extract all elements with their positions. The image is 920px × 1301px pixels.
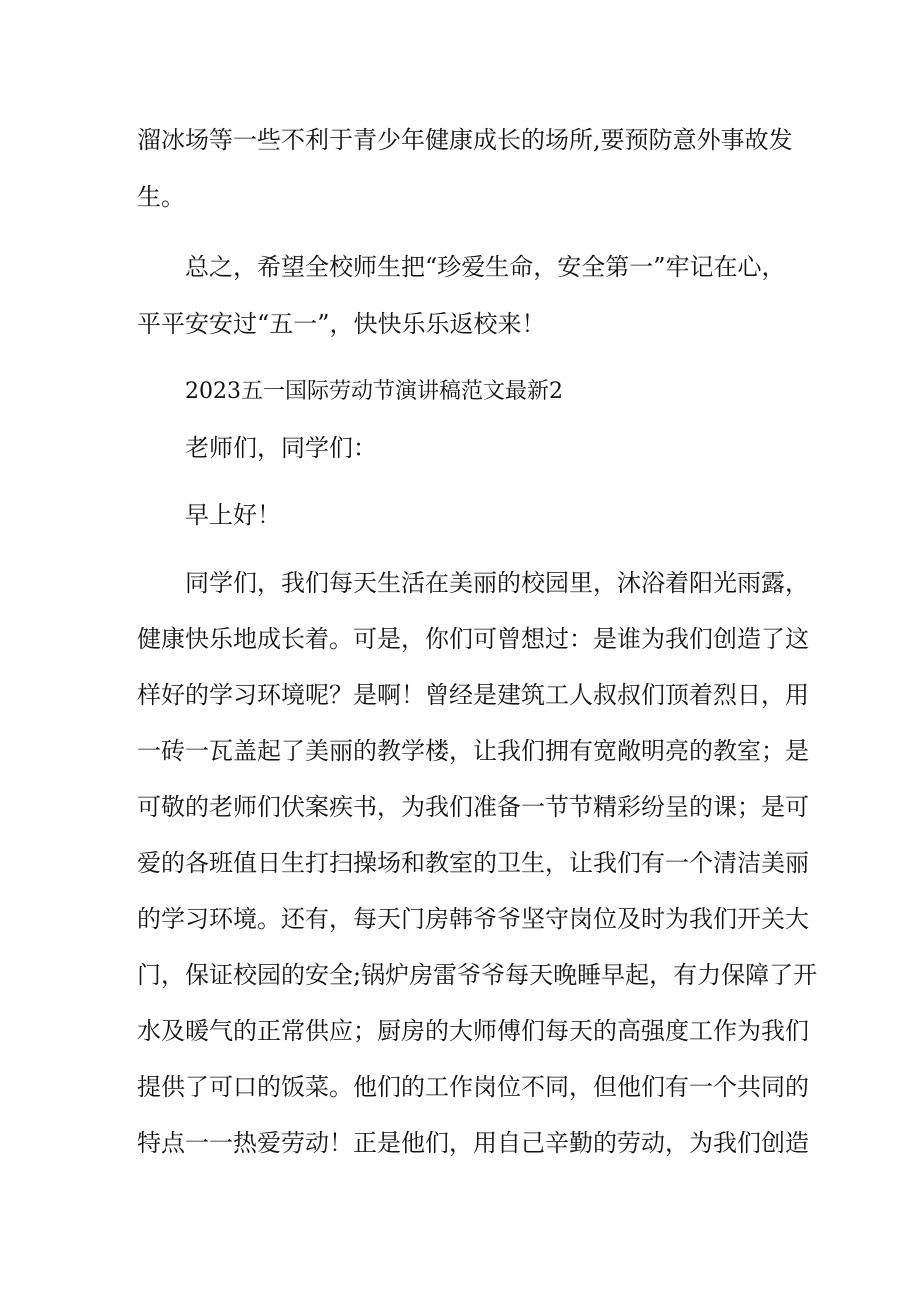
section-title: 2023五一国际劳动节演讲稿范文最新2 bbox=[185, 379, 563, 404]
paragraph-line: 一砖一瓦盖起了美丽的教学楼，让我们拥有宽敞明亮的教室；是 bbox=[137, 737, 809, 765]
salutation: 老师们，同学们： bbox=[185, 434, 377, 462]
paragraph-line: 水及暖气的正常供应；厨房的大师傅们每天的高强度工作为我们 bbox=[137, 1017, 809, 1045]
paragraph-line: 特点一一热爱劳动！正是他们，用自己辛勤的劳动，为我们创造 bbox=[137, 1129, 809, 1157]
paragraph-line: 提供了可口的饭菜。他们的工作岗位不同，但他们有一个共同的 bbox=[137, 1073, 809, 1101]
paragraph-line: 可敬的老师们伏案疾书，为我们准备一节节精彩纷呈的课；是可 bbox=[137, 793, 809, 821]
paragraph-line: 平平安安过“五一”，快快乐乐返校来！ bbox=[137, 310, 546, 338]
paragraph-line: 样好的学习环境呢？是啊！曾经是建筑工人叔叔们顶着烈日，用 bbox=[137, 681, 809, 709]
paragraph-line: 生。 bbox=[137, 183, 185, 211]
paragraph-line: 同学们，我们每天生活在美丽的校园里，沐浴着阳光雨露， bbox=[185, 569, 809, 597]
paragraph-line: 的学习环境。还有，每天门房韩爷爷坚守岗位及时为我们开关大 bbox=[137, 905, 809, 933]
paragraph-line: 溜冰场等一些不利于青少年健康成长的场所,要预防意外事故发 bbox=[137, 126, 793, 154]
greeting: 早上好！ bbox=[185, 501, 281, 529]
paragraph-line: 总之，希望全校师生把“珍爱生命，安全第一”牢记在心， bbox=[185, 253, 786, 281]
paragraph-line: 健康快乐地成长着。可是，你们可曾想过：是谁为我们创造了这 bbox=[137, 625, 809, 653]
paragraph-line: 爱的各班值日生打扫操场和教室的卫生，让我们有一个清洁美丽 bbox=[137, 849, 809, 877]
paragraph-line: 门，保证校园的安全;锅炉房雷爷爷每天晚睡早起，有力保障了开 bbox=[137, 961, 818, 989]
